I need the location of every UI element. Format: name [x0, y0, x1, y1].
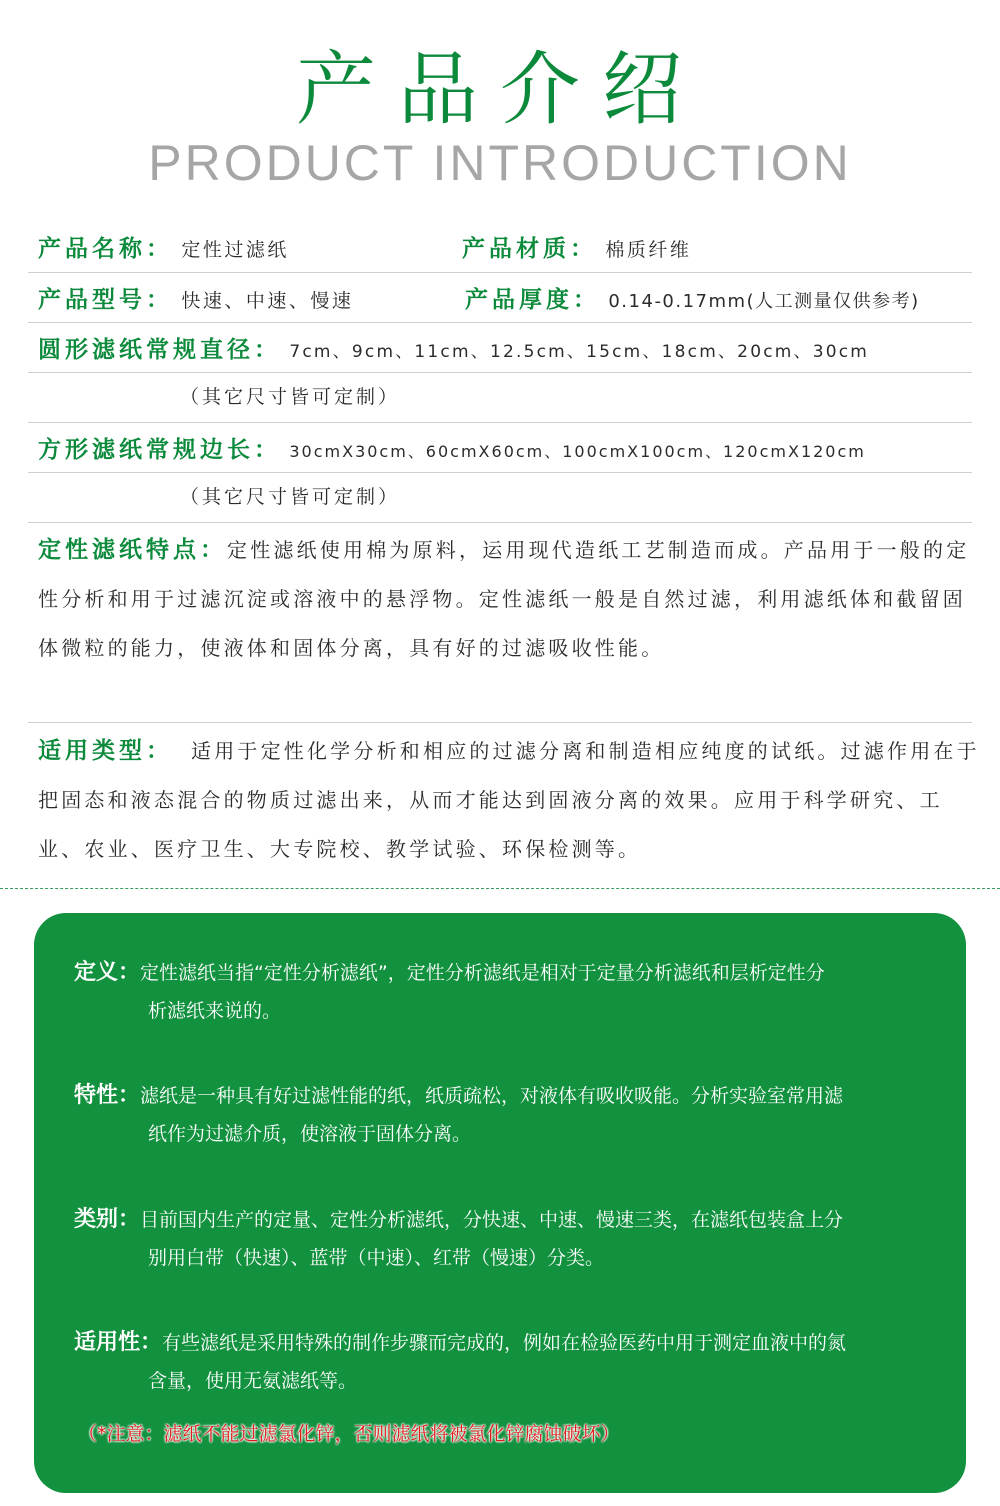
definition-item [74, 1077, 934, 1153]
features-label: 定性滤纸特点： [38, 537, 227, 563]
warning-note: （*注意：滤纸不能过滤氯化锌，否则滤纸将被氯化锌腐蚀破坏） [78, 1423, 620, 1445]
divider [28, 522, 972, 523]
spec-value: 7cm、9cm、11cm、12.5cm、15cm、18cm、20cm、30cm [289, 342, 870, 362]
divider [28, 422, 972, 423]
spec-value: 棉质纤维 [605, 239, 692, 261]
definition-key: 特性： [74, 1083, 141, 1108]
definition-text-cont: 含量，使用无氨滤纸等。 [148, 1370, 358, 1392]
definition-key: 适用性： [74, 1330, 163, 1355]
spec-product-name [38, 234, 289, 265]
definition-text-cont: 别用白带（快速）、蓝带（中速）、红带（慢速）分类。 [148, 1247, 605, 1269]
spec-label: 产品名称： [38, 236, 173, 262]
spec-value: 30cmX30cm、60cmX60cm、100cmX100cm、120cmX120cm [289, 442, 866, 461]
definition-item [74, 954, 934, 1030]
definition-text: 滤纸是一种具有好过滤性能的纸，纸质疏松，对液体有吸收吸能。分析实验室常用滤 [140, 1085, 844, 1107]
spec-label: 产品型号： [38, 287, 173, 313]
usage-paragraph [38, 727, 988, 874]
usage-label: 适用类型： [38, 738, 173, 764]
page-subtitle: PRODUCT INTRODUCTION [148, 135, 852, 191]
definition-text: 定性滤纸当指“定性分析滤纸”，定性分析滤纸是相对于定量分析滤纸和层析定性分 [140, 962, 825, 984]
spec-label: 圆形滤纸常规直径： [38, 337, 281, 363]
divider [28, 472, 972, 473]
spec-value: 0.14-0.17mm(人工测量仅供参考) [608, 291, 920, 312]
definition-key: 定义： [74, 960, 141, 985]
dashed-separator [0, 888, 1000, 889]
spec-round-diameter [38, 335, 869, 367]
spec-square-side [38, 435, 866, 467]
features-paragraph [38, 526, 988, 673]
spec-product-material [462, 234, 691, 265]
divider [28, 272, 972, 273]
custom-size-note: （其它尺寸皆可定制） [180, 386, 401, 408]
definition-key: 类别： [74, 1207, 141, 1232]
spec-value: 快速、中速、慢速 [181, 290, 354, 312]
definition-item [74, 1324, 934, 1400]
definition-text: 有些滤纸是采用特殊的制作步骤而完成的，例如在检验医药中用于测定血液中的氮 [162, 1332, 847, 1354]
spec-product-thickness [465, 285, 920, 317]
definition-item [74, 1201, 934, 1277]
divider [28, 372, 972, 373]
divider [28, 322, 972, 323]
spec-label: 产品厚度： [465, 287, 600, 313]
divider [28, 722, 972, 723]
definition-text-cont: 析滤纸来说的。 [148, 1000, 282, 1022]
definition-text: 目前国内生产的定量、定性分析滤纸，分快速、中速、慢速三类，在滤纸包装盒上分 [140, 1209, 844, 1231]
definition-text-cont: 纸作为过滤介质，使溶液于固体分离。 [148, 1123, 472, 1145]
spec-product-model [38, 285, 353, 316]
page-title: 产品介绍 [296, 43, 704, 136]
spec-label: 产品材质： [462, 236, 597, 262]
spec-label: 方形滤纸常规边长： [38, 437, 281, 463]
usage-text: 适用于定性化学分析和相应的过滤分离和制造相应纯度的试纸。过滤作用在于把固态和液态混合的物质过滤出来，从而才能达到固液分离的效果。应用于科学研究、工业、农业、医疗卫生、大专院校、教学试验、环保检测等。 [38, 739, 980, 861]
spec-value: 定性过滤纸 [181, 239, 289, 261]
custom-size-note: （其它尺寸皆可定制） [180, 486, 401, 508]
features-text: 定性滤纸使用棉为原料，运用现代造纸工艺制造而成。产品用于一般的定性分析和用于过滤沉淀或溶液中的悬浮物。定性滤纸一般是自然过滤，利用滤纸体和截留固体微粒的能力，使液体和固体分离，具有好的过滤吸收性能。 [38, 538, 970, 660]
